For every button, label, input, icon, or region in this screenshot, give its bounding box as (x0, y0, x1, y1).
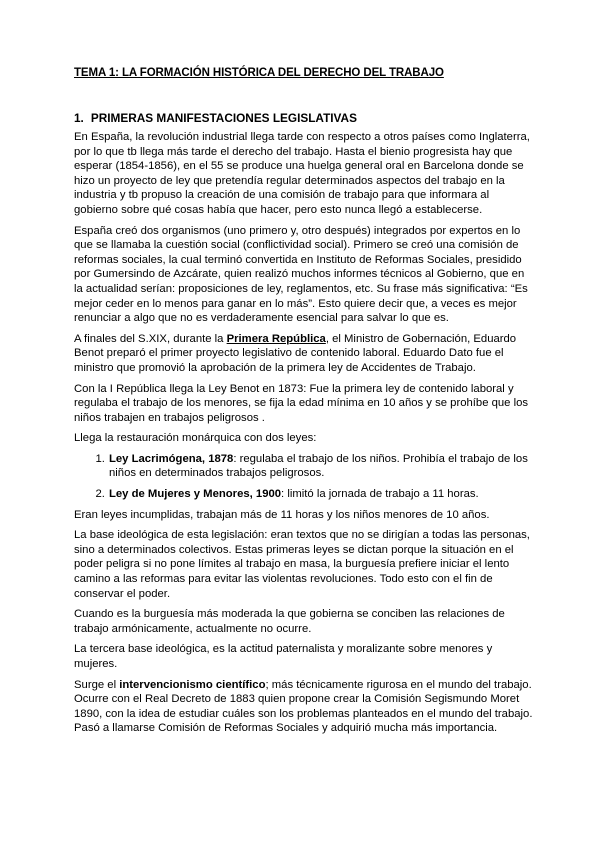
list-item (108, 452, 536, 481)
paragraph: La tercera base ideológica, es la actitud paternalista y moralizante sobre menores y mujeres. (74, 643, 493, 670)
section-heading (74, 111, 357, 126)
section-number: 1. (74, 111, 84, 125)
law-description: : regulaba el trabajo de los niños. Prohibía el trabajo de los niños en determinados trabajos peligrosos. (109, 452, 528, 480)
emphasis-intervencionismo: intervencionismo científico (119, 678, 266, 691)
emphasis-primera-republica: Primera República (226, 332, 326, 345)
paragraph: En España, la revolución industrial llega tarde con respecto a otros países como Inglaterra, por lo que tb llega más tarde el derecho del trabajo. Hasta el bienio progresista hay que esperar (1854-1856), en el 55 se produce una huelga general oral en Barcelona donde se hizo un proyecto de ley que pretendía regular determinados aspectos del trabajo en la industria y tb propuso la creación de una comisión de trabajo para que informara al gobierno sobre qué cosas había que hacer, pero esto nunca llegó a establecerse. (74, 131, 530, 216)
law-description: : limitó la jornada de trabajo a 11 horas. (281, 488, 479, 501)
section-title: PRIMERAS MANIFESTACIONES LEGISLATIVAS (90, 111, 357, 125)
laws-list (74, 452, 536, 502)
paragraph (74, 678, 536, 736)
paragraph: Con la I República llega la Ley Benot en 1873: Fue la primera ley de contenido laboral y regulaba el trabajo de los menores, se fija la edad mínima en 10 años y se prohíbe que los niños trabajen en trabajos peligrosos . (74, 382, 529, 424)
text-run: , el Ministro de Gobernación, Eduardo Benot preparó el primer proyecto legislativo de contenido laboral. Eduardo Dato fue el ministro que promovió la aprobación de la primera ley de Accidentes de Trabajo. (74, 332, 517, 374)
paragraph: Cuando es la burguesía más moderada la que gobierna se conciben las relaciones de trabajo armónicamente, actualmente no ocurre. (74, 608, 505, 635)
paragraph: La base ideológica de esta legislación: eran textos que no se dirigían a todas las personas, sino a determinados colectivos. Estas primeras leyes se dictan porque la situación en el poder peligra si no pone límites al trabajo en masa, la burguesía prefiere iniciar el lento camino a las reformas para evitar las violentas revoluciones. Todo esto con el fin de conservar el poder. (74, 529, 530, 600)
list-item (108, 487, 536, 502)
text-run: A finales del S.XIX, durante la (74, 332, 227, 345)
paragraph: Llega la restauración monárquica con dos leyes: (74, 432, 317, 445)
paragraph: España creó dos organismos (uno primero y, otro después) integrados por expertos en lo que se llamaba la cuestión social (conflictividad social). Primero se creó una comisión de reformas sociales, la cual terminó convertida en Instituto de Reformas Sociales, presidido por Gumersindo de Azcárate, quien realizó muchos informes técnicos al Gobierno, que en la actualidad serían: proposiciones de ley, reglamentos, etc. Su frase más significativa: “Es mejor ceder en lo menos para ganar en lo más”. Esto quiere decir que, a veces es mejor renunciar a algo que no es verdaderamente esencial para salvar lo que es. (74, 224, 528, 325)
section-body (74, 130, 536, 742)
law-name: Ley de Mujeres y Menores, 1900 (109, 488, 282, 501)
paragraph: Eran leyes incumplidas, trabajan más de 11 horas y los niños menores de 10 años. (74, 508, 490, 521)
paragraph (74, 332, 536, 376)
document-title: TEMA 1: LA FORMACIÓN HISTÓRICA DEL DERECHO DEL TRABAJO (74, 67, 444, 79)
text-run: Surge el (74, 678, 120, 691)
text-run: ; más técnicamente rigurosa en el mundo del trabajo. Ocurre con el Real Decreto de 1883 quien propone crear la Comisión Segismundo Moret 1890, con la idea de estudiar cuáles son los problemas planteados en el mundo del trabajo. Pasó a llamarse Comisión de Reformas Sociales y adquirió mucha más importancia. (74, 678, 533, 735)
law-name: Ley Lacrimógena, 1878 (109, 452, 234, 465)
